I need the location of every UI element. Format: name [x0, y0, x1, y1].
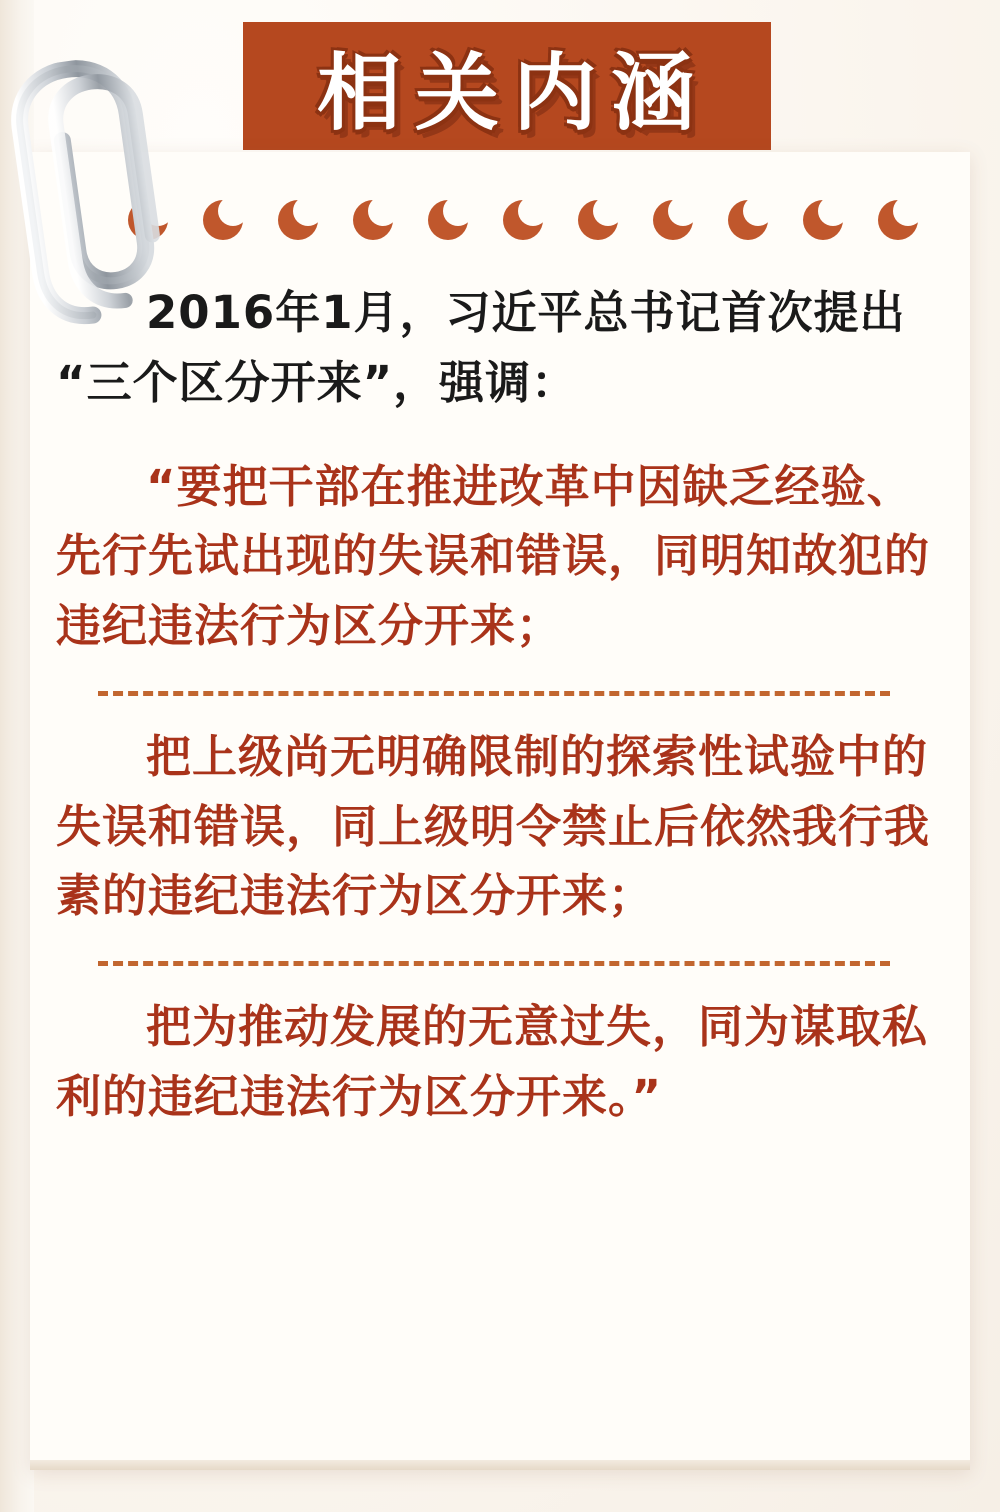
hole-icon	[428, 200, 468, 240]
page-title: 相关内涵	[316, 43, 709, 142]
hole-icon	[803, 200, 843, 240]
hole-icon	[353, 200, 393, 240]
hole-icon	[578, 200, 618, 240]
quote-paragraph-1: “要把干部在推进改革中因缺乏经验、先行先试出现的失误和错误，同明知故犯的违纪违法行为区分开来；	[56, 459, 931, 652]
hole-icon	[503, 200, 543, 240]
hole-icon	[278, 200, 318, 240]
hole-icon	[878, 200, 918, 240]
intro-paragraph: 2016年1月，习近平总书记首次提出“三个区分开来”，强调：	[56, 286, 906, 409]
article-body	[56, 278, 932, 1132]
hole-icon	[653, 200, 693, 240]
hole-icon	[203, 200, 243, 240]
hole-icon	[728, 200, 768, 240]
quote-paragraph-2: 把上级尚无明确限制的探索性试验中的失误和错误，同上级明令禁止后依然我行我素的违纪违法行为区分开来；	[56, 729, 931, 923]
dashed-divider	[98, 691, 890, 696]
dashed-divider	[98, 961, 890, 966]
punched-holes	[128, 196, 918, 244]
quote-paragraph-3: 把为推动发展的无意过失，同为谋取私利的违纪违法行为区分开来。”	[56, 1000, 929, 1123]
